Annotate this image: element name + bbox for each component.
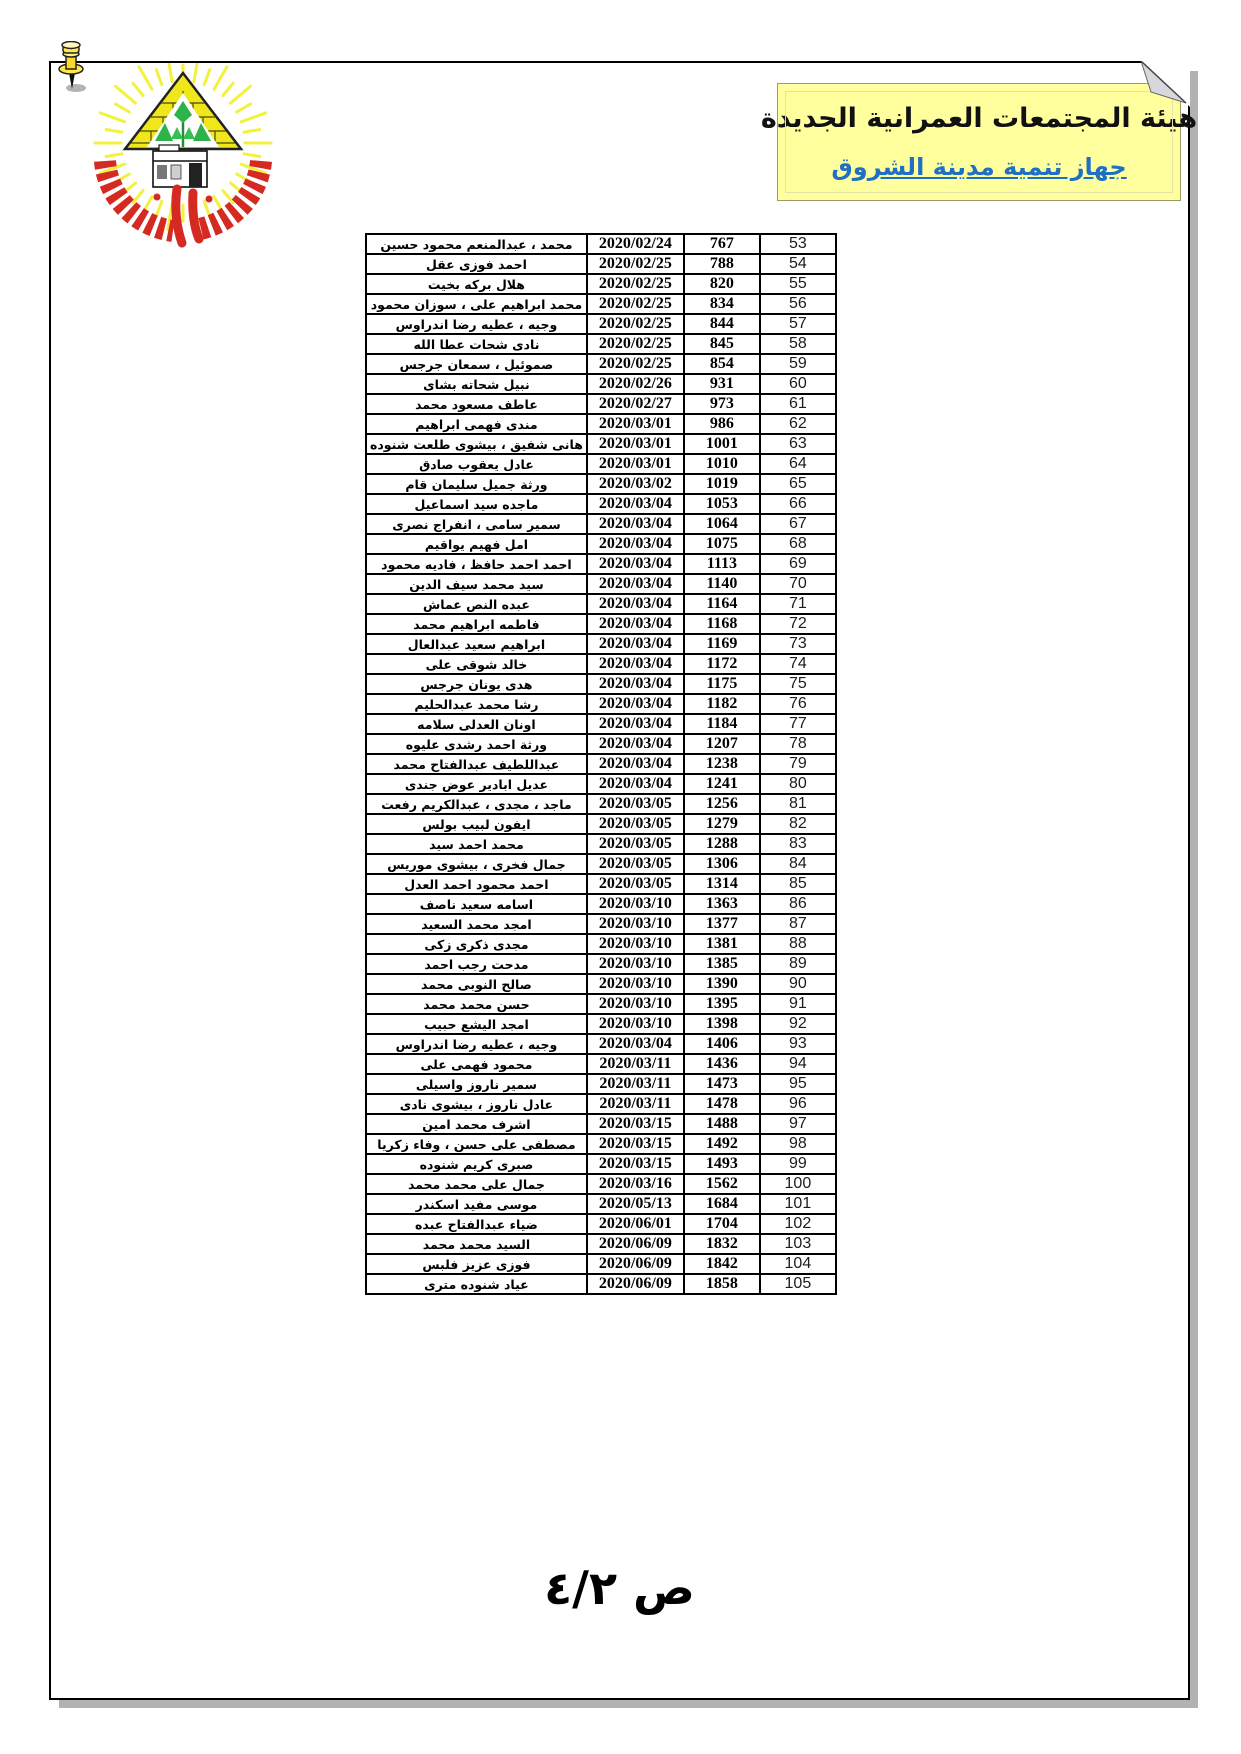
row-date: 2020/02/25 xyxy=(587,274,684,294)
table-row xyxy=(366,1274,836,1294)
header-box xyxy=(760,83,1198,201)
row-serial-number: 68 xyxy=(760,534,836,554)
row-name: صموئيل ، سمعان جرجس xyxy=(366,354,587,374)
table-row xyxy=(366,714,836,734)
row-serial-number: 100 xyxy=(760,1174,836,1194)
row-name: خالد شوقى على xyxy=(366,654,587,674)
row-serial-number: 91 xyxy=(760,994,836,1014)
table-row xyxy=(366,274,836,294)
row-name: امل فهيم يواقيم xyxy=(366,534,587,554)
row-date: 2020/03/04 xyxy=(587,534,684,554)
table-row xyxy=(366,1094,836,1114)
row-date: 2020/03/15 xyxy=(587,1134,684,1154)
table-row xyxy=(366,1014,836,1034)
row-serial-number: 88 xyxy=(760,934,836,954)
row-date: 2020/03/04 xyxy=(587,774,684,794)
row-name: وجيه ، عطيه رضا اندراوس xyxy=(366,1034,587,1054)
row-name: عديل ابادير عوض جندى xyxy=(366,774,587,794)
table-row xyxy=(366,1154,836,1174)
row-name: عياد شنوده مترى xyxy=(366,1274,587,1294)
row-date: 2020/03/16 xyxy=(587,1174,684,1194)
table-row xyxy=(366,1074,836,1094)
table-row xyxy=(366,394,836,414)
row-date: 2020/06/01 xyxy=(587,1214,684,1234)
row-date: 2020/03/04 xyxy=(587,674,684,694)
row-serial-number: 95 xyxy=(760,1074,836,1094)
table-row xyxy=(366,1114,836,1134)
row-receipt-number: 1075 xyxy=(684,534,760,554)
row-receipt-number: 1390 xyxy=(684,974,760,994)
table-row xyxy=(366,1214,836,1234)
row-serial-number: 77 xyxy=(760,714,836,734)
table-row xyxy=(366,734,836,754)
row-name: نبيل شحاته بشاى xyxy=(366,374,587,394)
row-name: ابراهيم سعيد عبدالعال xyxy=(366,634,587,654)
row-receipt-number: 1858 xyxy=(684,1274,760,1294)
row-serial-number: 104 xyxy=(760,1254,836,1274)
row-serial-number: 86 xyxy=(760,894,836,914)
row-serial-number: 99 xyxy=(760,1154,836,1174)
row-receipt-number: 931 xyxy=(684,374,760,394)
row-name: ايفون لبيب بولس xyxy=(366,814,587,834)
row-name: اونان العدلى سلامه xyxy=(366,714,587,734)
row-receipt-number: 1314 xyxy=(684,874,760,894)
building-icon xyxy=(153,145,207,187)
table-row xyxy=(366,534,836,554)
table-row xyxy=(366,414,836,434)
row-date: 2020/03/01 xyxy=(587,414,684,434)
row-date: 2020/03/11 xyxy=(587,1094,684,1114)
table-row xyxy=(366,234,836,254)
page-number: ص ٤/٢ xyxy=(544,1561,695,1615)
table-row xyxy=(366,1174,836,1194)
row-receipt-number: 1398 xyxy=(684,1014,760,1034)
row-serial-number: 62 xyxy=(760,414,836,434)
table-row xyxy=(366,254,836,274)
row-date: 2020/03/04 xyxy=(587,514,684,534)
row-serial-number: 90 xyxy=(760,974,836,994)
row-name: سيد محمد سيف الدين xyxy=(366,574,587,594)
row-serial-number: 58 xyxy=(760,334,836,354)
table-row xyxy=(366,694,836,714)
row-receipt-number: 1053 xyxy=(684,494,760,514)
row-date: 2020/03/10 xyxy=(587,1014,684,1034)
row-name: محمد ، عبدالمنعم محمود حسين xyxy=(366,234,587,254)
row-name: هانى شفيق ، بيشوى طلعت شنوده xyxy=(366,434,587,454)
table-row xyxy=(366,874,836,894)
row-name: جمال فخرى ، بيشوى موريس xyxy=(366,854,587,874)
table-row xyxy=(366,834,836,854)
row-receipt-number: 1175 xyxy=(684,674,760,694)
row-serial-number: 102 xyxy=(760,1214,836,1234)
row-name: حسن محمد محمد xyxy=(366,994,587,1014)
table-row xyxy=(366,814,836,834)
row-serial-number: 71 xyxy=(760,594,836,614)
row-name: ورثة احمد رشدى عليوه xyxy=(366,734,587,754)
row-receipt-number: 1288 xyxy=(684,834,760,854)
row-date: 2020/02/25 xyxy=(587,354,684,374)
row-receipt-number: 1182 xyxy=(684,694,760,714)
row-date: 2020/03/05 xyxy=(587,814,684,834)
table-row xyxy=(366,294,836,314)
row-name: رشا محمد عبدالحليم xyxy=(366,694,587,714)
row-receipt-number: 1256 xyxy=(684,794,760,814)
row-name: امجد محمد السعيد xyxy=(366,914,587,934)
row-name: احمد احمد حافظ ، فاديه محمود xyxy=(366,554,587,574)
row-receipt-number: 1363 xyxy=(684,894,760,914)
row-date: 2020/03/04 xyxy=(587,654,684,674)
table-row xyxy=(366,594,836,614)
row-serial-number: 59 xyxy=(760,354,836,374)
row-serial-number: 66 xyxy=(760,494,836,514)
table-row xyxy=(366,374,836,394)
row-date: 2020/02/25 xyxy=(587,254,684,274)
table-row xyxy=(366,934,836,954)
row-date: 2020/02/27 xyxy=(587,394,684,414)
row-receipt-number: 1241 xyxy=(684,774,760,794)
table-row xyxy=(366,434,836,454)
table-row xyxy=(366,954,836,974)
row-name: صبرى كريم شنوده xyxy=(366,1154,587,1174)
row-serial-number: 75 xyxy=(760,674,836,694)
row-date: 2020/03/04 xyxy=(587,634,684,654)
row-name: امجد اليشع حبيب xyxy=(366,1014,587,1034)
row-serial-number: 87 xyxy=(760,914,836,934)
row-name: عبداللطيف عبدالفتاح محمد xyxy=(366,754,587,774)
row-receipt-number: 1473 xyxy=(684,1074,760,1094)
row-serial-number: 103 xyxy=(760,1234,836,1254)
row-date: 2020/03/10 xyxy=(587,974,684,994)
table-row xyxy=(366,314,836,334)
row-receipt-number: 844 xyxy=(684,314,760,334)
row-receipt-number: 973 xyxy=(684,394,760,414)
row-serial-number: 98 xyxy=(760,1134,836,1154)
table-row xyxy=(366,334,836,354)
table-row xyxy=(366,1134,836,1154)
row-receipt-number: 1493 xyxy=(684,1154,760,1174)
table-row xyxy=(366,514,836,534)
table-row xyxy=(366,974,836,994)
row-name: مصطفى على حسن ، وفاء زكريا xyxy=(366,1134,587,1154)
row-name: فاطمه ابراهيم محمد xyxy=(366,614,587,634)
row-name: ورثة جميل سليمان قام xyxy=(366,474,587,494)
row-date: 2020/03/10 xyxy=(587,894,684,914)
pushpin-icon xyxy=(51,41,95,95)
row-receipt-number: 1169 xyxy=(684,634,760,654)
row-date: 2020/03/02 xyxy=(587,474,684,494)
row-receipt-number: 1684 xyxy=(684,1194,760,1214)
row-serial-number: 67 xyxy=(760,514,836,534)
row-date: 2020/03/04 xyxy=(587,734,684,754)
row-receipt-number: 1842 xyxy=(684,1254,760,1274)
row-name: احمد فوزى عقل xyxy=(366,254,587,274)
row-receipt-number: 820 xyxy=(684,274,760,294)
row-serial-number: 54 xyxy=(760,254,836,274)
row-date: 2020/02/25 xyxy=(587,334,684,354)
row-receipt-number: 1832 xyxy=(684,1234,760,1254)
row-date: 2020/03/01 xyxy=(587,454,684,474)
row-name: مجدى ذكرى زكى xyxy=(366,934,587,954)
table-row xyxy=(366,994,836,1014)
row-serial-number: 56 xyxy=(760,294,836,314)
row-serial-number: 94 xyxy=(760,1054,836,1074)
row-receipt-number: 1113 xyxy=(684,554,760,574)
row-receipt-number: 1168 xyxy=(684,614,760,634)
row-receipt-number: 767 xyxy=(684,234,760,254)
row-name: سمير ناروز واسيلى xyxy=(366,1074,587,1094)
row-name: محمد ابراهيم على ، سوزان محمود xyxy=(366,294,587,314)
row-date: 2020/03/05 xyxy=(587,794,684,814)
row-receipt-number: 1488 xyxy=(684,1114,760,1134)
row-name: محمد احمد سيد xyxy=(366,834,587,854)
table-row xyxy=(366,1054,836,1074)
row-date: 2020/03/10 xyxy=(587,994,684,1014)
row-date: 2020/03/04 xyxy=(587,714,684,734)
row-receipt-number: 1207 xyxy=(684,734,760,754)
row-receipt-number: 854 xyxy=(684,354,760,374)
row-receipt-number: 1492 xyxy=(684,1134,760,1154)
row-receipt-number: 1478 xyxy=(684,1094,760,1114)
row-serial-number: 84 xyxy=(760,854,836,874)
row-serial-number: 72 xyxy=(760,614,836,634)
row-date: 2020/05/13 xyxy=(587,1194,684,1214)
row-name: وجيه ، عطيه رضا اندراوس xyxy=(366,314,587,334)
org-title: هيئة المجتمعات العمرانية الجديدة xyxy=(760,102,1198,134)
row-name: ماجده سيد اسماعيل xyxy=(366,494,587,514)
row-name: عادل ناروز ، بيشوى نادى xyxy=(366,1094,587,1114)
row-serial-number: 73 xyxy=(760,634,836,654)
row-serial-number: 101 xyxy=(760,1194,836,1214)
row-receipt-number: 1306 xyxy=(684,854,760,874)
row-receipt-number: 834 xyxy=(684,294,760,314)
row-serial-number: 61 xyxy=(760,394,836,414)
row-date: 2020/03/04 xyxy=(587,1034,684,1054)
row-receipt-number: 1406 xyxy=(684,1034,760,1054)
row-date: 2020/02/25 xyxy=(587,314,684,334)
records-table xyxy=(365,233,837,1295)
row-receipt-number: 1172 xyxy=(684,654,760,674)
row-receipt-number: 1562 xyxy=(684,1174,760,1194)
document-page xyxy=(49,61,1198,1700)
row-name: عاطف مسعود محمد xyxy=(366,394,587,414)
row-name: احمد محمود احمد العدل xyxy=(366,874,587,894)
row-name: عادل يعقوب صادق xyxy=(366,454,587,474)
row-serial-number: 96 xyxy=(760,1094,836,1114)
row-serial-number: 69 xyxy=(760,554,836,574)
row-serial-number: 97 xyxy=(760,1114,836,1134)
row-date: 2020/03/04 xyxy=(587,574,684,594)
row-receipt-number: 1164 xyxy=(684,594,760,614)
row-receipt-number: 1377 xyxy=(684,914,760,934)
row-date: 2020/02/25 xyxy=(587,294,684,314)
row-receipt-number: 1001 xyxy=(684,434,760,454)
row-receipt-number: 1184 xyxy=(684,714,760,734)
row-date: 2020/03/05 xyxy=(587,854,684,874)
row-name: اشرف محمد امين xyxy=(366,1114,587,1134)
row-serial-number: 76 xyxy=(760,694,836,714)
row-date: 2020/03/15 xyxy=(587,1114,684,1134)
row-name: سمير سامى ، انفراج نصرى xyxy=(366,514,587,534)
row-serial-number: 55 xyxy=(760,274,836,294)
row-date: 2020/03/05 xyxy=(587,874,684,894)
row-date: 2020/06/09 xyxy=(587,1234,684,1254)
row-receipt-number: 1704 xyxy=(684,1214,760,1234)
row-serial-number: 83 xyxy=(760,834,836,854)
row-date: 2020/03/04 xyxy=(587,754,684,774)
row-date: 2020/03/10 xyxy=(587,914,684,934)
row-date: 2020/03/04 xyxy=(587,554,684,574)
row-serial-number: 81 xyxy=(760,794,836,814)
table-row xyxy=(366,674,836,694)
dept-title: جهاز تنمية مدينة الشروق xyxy=(831,152,1127,181)
row-date: 2020/03/04 xyxy=(587,594,684,614)
row-receipt-number: 1019 xyxy=(684,474,760,494)
row-serial-number: 64 xyxy=(760,454,836,474)
row-name: موسى مفيد اسكندر xyxy=(366,1194,587,1214)
table-row xyxy=(366,574,836,594)
records-table-body xyxy=(366,234,836,1294)
row-name: هدى يونان جرجس xyxy=(366,674,587,694)
row-date: 2020/02/24 xyxy=(587,234,684,254)
table-row xyxy=(366,494,836,514)
row-date: 2020/03/05 xyxy=(587,834,684,854)
table-row xyxy=(366,554,836,574)
row-serial-number: 57 xyxy=(760,314,836,334)
table-row xyxy=(366,634,836,654)
row-receipt-number: 788 xyxy=(684,254,760,274)
table-row xyxy=(366,1234,836,1254)
row-receipt-number: 1010 xyxy=(684,454,760,474)
row-date: 2020/03/11 xyxy=(587,1054,684,1074)
table-row xyxy=(366,614,836,634)
table-row xyxy=(366,1254,836,1274)
row-serial-number: 79 xyxy=(760,754,836,774)
row-serial-number: 53 xyxy=(760,234,836,254)
table-row xyxy=(366,854,836,874)
row-date: 2020/03/15 xyxy=(587,1154,684,1174)
row-receipt-number: 1385 xyxy=(684,954,760,974)
row-serial-number: 65 xyxy=(760,474,836,494)
row-serial-number: 74 xyxy=(760,654,836,674)
row-name: مندى فهمى ابراهيم xyxy=(366,414,587,434)
row-receipt-number: 1279 xyxy=(684,814,760,834)
row-receipt-number: 1381 xyxy=(684,934,760,954)
row-serial-number: 60 xyxy=(760,374,836,394)
page-fold-corner xyxy=(1132,61,1190,113)
row-date: 2020/03/01 xyxy=(587,434,684,454)
row-receipt-number: 1436 xyxy=(684,1054,760,1074)
row-name: نادى شحات عطا الله xyxy=(366,334,587,354)
table-row xyxy=(366,474,836,494)
row-date: 2020/02/26 xyxy=(587,374,684,394)
row-serial-number: 78 xyxy=(760,734,836,754)
row-date: 2020/03/04 xyxy=(587,494,684,514)
row-date: 2020/06/09 xyxy=(587,1274,684,1294)
row-name: مدحت رجب احمد xyxy=(366,954,587,974)
table-row xyxy=(366,454,836,474)
row-name: ضياء عبدالفتاح عبده xyxy=(366,1214,587,1234)
row-date: 2020/03/04 xyxy=(587,614,684,634)
row-serial-number: 93 xyxy=(760,1034,836,1054)
row-serial-number: 70 xyxy=(760,574,836,594)
row-date: 2020/03/10 xyxy=(587,954,684,974)
table-row xyxy=(366,914,836,934)
row-receipt-number: 1064 xyxy=(684,514,760,534)
row-serial-number: 80 xyxy=(760,774,836,794)
row-receipt-number: 1395 xyxy=(684,994,760,1014)
row-name: صالح النوبى محمد xyxy=(366,974,587,994)
row-serial-number: 92 xyxy=(760,1014,836,1034)
row-date: 2020/03/10 xyxy=(587,934,684,954)
table-row xyxy=(366,1194,836,1214)
table-row xyxy=(366,794,836,814)
row-name: عبده النص عماش xyxy=(366,594,587,614)
shorouk-city-logo xyxy=(89,63,277,251)
table-row xyxy=(366,754,836,774)
row-date: 2020/03/11 xyxy=(587,1074,684,1094)
table-row xyxy=(366,354,836,374)
row-receipt-number: 986 xyxy=(684,414,760,434)
row-receipt-number: 845 xyxy=(684,334,760,354)
row-name: هلال بركه بخيت xyxy=(366,274,587,294)
row-name: فوزى عزيز فلبس xyxy=(366,1254,587,1274)
table-row xyxy=(366,654,836,674)
row-name: ماجد ، مجدى ، عبدالكريم رفعت xyxy=(366,794,587,814)
table-row xyxy=(366,774,836,794)
row-name: جمال على محمد محمد xyxy=(366,1174,587,1194)
row-name: السيد محمد محمد xyxy=(366,1234,587,1254)
row-serial-number: 82 xyxy=(760,814,836,834)
row-name: محمود فهمى على xyxy=(366,1054,587,1074)
row-name: اسامه سعيد ناصف xyxy=(366,894,587,914)
row-date: 2020/06/09 xyxy=(587,1254,684,1274)
row-receipt-number: 1140 xyxy=(684,574,760,594)
row-date: 2020/03/04 xyxy=(587,694,684,714)
row-receipt-number: 1238 xyxy=(684,754,760,774)
row-serial-number: 89 xyxy=(760,954,836,974)
table-row xyxy=(366,894,836,914)
table-row xyxy=(366,1034,836,1054)
row-serial-number: 105 xyxy=(760,1274,836,1294)
row-serial-number: 63 xyxy=(760,434,836,454)
row-serial-number: 85 xyxy=(760,874,836,894)
